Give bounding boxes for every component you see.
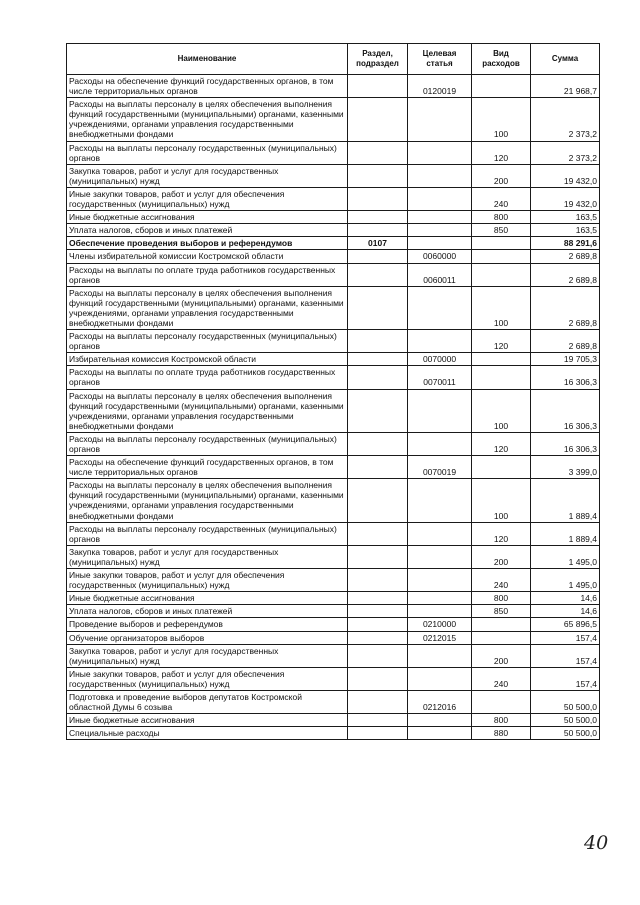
cell-sum: 1 495,0 [531,545,600,568]
cell-target [408,187,472,210]
cell-name: Иные бюджетные ассигнования [67,592,348,605]
cell-kind [472,75,531,98]
cell-sum: 157,4 [531,644,600,667]
cell-sum: 2 373,2 [531,141,600,164]
cell-kind: 100 [472,389,531,432]
cell-target [408,211,472,224]
cell-section [348,75,408,98]
cell-kind: 240 [472,667,531,690]
cell-name: Иные бюджетные ассигнования [67,211,348,224]
cell-name: Закупка товаров, работ и услуг для государственных (муниципальных) нужд [67,644,348,667]
cell-sum: 2 373,2 [531,98,600,141]
cell-sum: 88 291,6 [531,237,600,250]
cell-name: Расходы на выплаты персоналу в целях обеспечения выполнения функций государственными (муниципальными) органами, казенными учреждениями, органами управления государственными внебюджетными фондами [67,98,348,141]
cell-target [408,479,472,522]
cell-kind [472,690,531,713]
cell-section [348,644,408,667]
cell-section [348,366,408,389]
table-row [67,522,600,545]
cell-section [348,569,408,592]
cell-section [348,605,408,618]
cell-name: Расходы на выплаты персоналу в целях обеспечения выполнения функций государственными (муниципальными) органами, казенными учреждениями, органами управления государственными внебюджетными фондами [67,389,348,432]
cell-sum: 19 432,0 [531,187,600,210]
cell-kind [472,618,531,631]
cell-target [408,592,472,605]
cell-sum: 1 495,0 [531,569,600,592]
cell-section [348,141,408,164]
cell-kind [472,353,531,366]
cell-sum: 2 689,8 [531,330,600,353]
cell-target [408,714,472,727]
cell-kind: 120 [472,330,531,353]
cell-target [408,545,472,568]
cell-name: Расходы на выплаты персоналу государственных (муниципальных) органов [67,522,348,545]
table-row [67,432,600,455]
cell-target [408,522,472,545]
cell-kind: 850 [472,224,531,237]
cell-sum: 3 399,0 [531,456,600,479]
cell-target: 0060000 [408,250,472,263]
cell-name: Подготовка и проведение выборов депутатов Костромской областной Думы 6 созыва [67,690,348,713]
table-row [67,224,600,237]
cell-section [348,286,408,329]
cell-sum: 16 306,3 [531,432,600,455]
cell-target [408,605,472,618]
cell-target: 0120019 [408,75,472,98]
cell-kind: 100 [472,286,531,329]
cell-target: 0212015 [408,631,472,644]
cell-target [408,98,472,141]
cell-section [348,187,408,210]
cell-kind: 800 [472,211,531,224]
table-row [67,618,600,631]
table-row [67,237,600,250]
cell-name: Расходы на обеспечение функций государственных органов, в том числе территориальных органов [67,75,348,98]
cell-name: Расходы на выплаты по оплате труда работников государственных органов [67,366,348,389]
cell-name: Иные закупки товаров, работ и услуг для обеспечения государственных (муниципальных) нужд [67,187,348,210]
cell-kind: 100 [472,479,531,522]
table-row [67,714,600,727]
cell-section: 0107 [348,237,408,250]
cell-section [348,353,408,366]
cell-section [348,479,408,522]
table-row [67,164,600,187]
cell-target [408,237,472,250]
table-row [67,605,600,618]
cell-section [348,389,408,432]
cell-target: 0070011 [408,366,472,389]
table-row [67,592,600,605]
table-row [67,263,600,286]
cell-sum: 1 889,4 [531,522,600,545]
cell-section [348,522,408,545]
table-row [67,366,600,389]
cell-target [408,569,472,592]
table-row [67,330,600,353]
cell-kind [472,456,531,479]
cell-target: 0210000 [408,618,472,631]
table-row [67,141,600,164]
cell-target [408,644,472,667]
cell-target [408,330,472,353]
table-row [67,690,600,713]
cell-target [408,224,472,237]
cell-kind [472,366,531,389]
cell-name: Члены избирательной комиссии Костромской области [67,250,348,263]
header-sum: Сумма [531,44,600,75]
table-row [67,353,600,366]
cell-name: Расходы на выплаты по оплате труда работников государственных органов [67,263,348,286]
cell-target [408,389,472,432]
cell-sum: 2 689,8 [531,250,600,263]
cell-name: Иные бюджетные ассигнования [67,714,348,727]
cell-name: Уплата налогов, сборов и иных платежей [67,224,348,237]
cell-section [348,667,408,690]
cell-name: Расходы на выплаты персоналу в целях обеспечения выполнения функций государственными (муниципальными) органами, казенными учреждениями, органами управления государственными внебюджетными фондами [67,479,348,522]
cell-sum: 2 689,8 [531,286,600,329]
cell-section [348,211,408,224]
cell-section [348,714,408,727]
cell-section [348,164,408,187]
table-row [67,389,600,432]
cell-name: Расходы на выплаты персоналу государственных (муниципальных) органов [67,141,348,164]
table-row [67,98,600,141]
cell-target [408,432,472,455]
cell-target: 0212016 [408,690,472,713]
cell-kind: 120 [472,522,531,545]
cell-target: 0070000 [408,353,472,366]
header-section: Раздел, подраздел [348,44,408,75]
cell-name: Расходы на выплаты персоналу в целях обеспечения выполнения функций государственными (муниципальными) органами, казенными учреждениями, органами управления государственными внебюджетными фондами [67,286,348,329]
cell-name: Закупка товаров, работ и услуг для государственных (муниципальных) нужд [67,545,348,568]
header-name: Наименование [67,44,348,75]
cell-sum: 50 500,0 [531,714,600,727]
cell-kind: 100 [472,98,531,141]
cell-sum: 21 968,7 [531,75,600,98]
cell-kind: 200 [472,164,531,187]
cell-kind: 800 [472,592,531,605]
cell-sum: 163,5 [531,211,600,224]
table-row [67,644,600,667]
header-kind: Вид расходов [472,44,531,75]
cell-kind: 200 [472,644,531,667]
table-row [67,75,600,98]
cell-kind [472,631,531,644]
cell-sum: 14,6 [531,592,600,605]
cell-name: Обучение организаторов выборов [67,631,348,644]
cell-target [408,727,472,740]
table-row [67,545,600,568]
cell-section [348,618,408,631]
table-row [67,286,600,329]
cell-section [348,224,408,237]
table-row [67,250,600,263]
cell-kind: 240 [472,187,531,210]
cell-kind: 240 [472,569,531,592]
cell-sum: 2 689,8 [531,263,600,286]
cell-name: Проведение выборов и референдумов [67,618,348,631]
table-body [67,75,600,740]
table-row [67,631,600,644]
cell-target [408,286,472,329]
cell-name: Расходы на обеспечение функций государственных органов, в том числе территориальных органов [67,456,348,479]
cell-name: Закупка товаров, работ и услуг для государственных (муниципальных) нужд [67,164,348,187]
cell-section [348,98,408,141]
cell-kind: 800 [472,714,531,727]
cell-kind: 120 [472,432,531,455]
cell-sum: 163,5 [531,224,600,237]
cell-sum: 157,4 [531,667,600,690]
table-header [67,44,600,75]
cell-sum: 19 705,3 [531,353,600,366]
cell-section [348,250,408,263]
cell-section [348,690,408,713]
cell-section [348,727,408,740]
cell-kind: 120 [472,141,531,164]
cell-sum: 1 889,4 [531,479,600,522]
cell-target [408,141,472,164]
cell-target [408,667,472,690]
cell-name: Специальные расходы [67,727,348,740]
cell-kind: 880 [472,727,531,740]
cell-section [348,432,408,455]
cell-target: 0070019 [408,456,472,479]
cell-kind [472,263,531,286]
cell-sum: 50 500,0 [531,690,600,713]
cell-section [348,330,408,353]
header-target: Целевая статья [408,44,472,75]
cell-name: Уплата налогов, сборов и иных платежей [67,605,348,618]
cell-kind: 200 [472,545,531,568]
cell-sum: 16 306,3 [531,366,600,389]
page-number: 40 [584,832,609,854]
table-row [67,727,600,740]
budget-table-container [66,43,599,740]
cell-name: Иные закупки товаров, работ и услуг для обеспечения государственных (муниципальных) нужд [67,667,348,690]
cell-section [348,456,408,479]
cell-section [348,592,408,605]
cell-name: Обеспечение проведения выборов и референдумов [67,237,348,250]
cell-name: Расходы на выплаты персоналу государственных (муниципальных) органов [67,432,348,455]
cell-section [348,545,408,568]
cell-name: Избирательная комиссия Костромской области [67,353,348,366]
cell-section [348,631,408,644]
table-row [67,569,600,592]
header-row [67,44,600,75]
cell-sum: 19 432,0 [531,164,600,187]
cell-name: Иные закупки товаров, работ и услуг для обеспечения государственных (муниципальных) нужд [67,569,348,592]
cell-sum: 65 896,5 [531,618,600,631]
cell-target: 0060011 [408,263,472,286]
cell-name: Расходы на выплаты персоналу государственных (муниципальных) органов [67,330,348,353]
table-row [67,667,600,690]
table-row [67,479,600,522]
cell-section [348,263,408,286]
table-row [67,456,600,479]
budget-table [66,43,600,740]
cell-sum: 157,4 [531,631,600,644]
cell-sum: 14,6 [531,605,600,618]
cell-target [408,164,472,187]
cell-kind: 850 [472,605,531,618]
cell-sum: 50 500,0 [531,727,600,740]
table-row [67,211,600,224]
cell-kind [472,250,531,263]
table-row [67,187,600,210]
cell-kind [472,237,531,250]
cell-sum: 16 306,3 [531,389,600,432]
